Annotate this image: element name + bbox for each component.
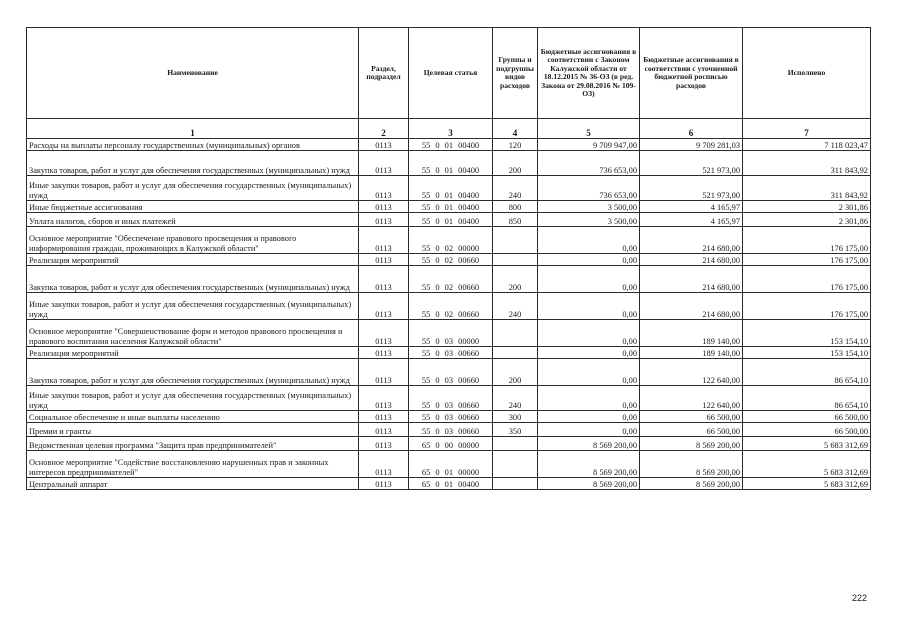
row-executed: 86 654,10 — [743, 359, 871, 386]
table-row — [27, 478, 871, 490]
row-name: Социальное обеспечение и иные выплаты населению — [27, 411, 359, 423]
row-section: 0113 — [359, 254, 409, 266]
row-group — [493, 451, 538, 478]
row-budget-refined: 4 165,97 — [640, 201, 743, 213]
row-executed: 176 175,00 — [743, 254, 871, 266]
row-section: 0113 — [359, 213, 409, 227]
row-group: 240 — [493, 176, 538, 201]
row-section: 0113 — [359, 437, 409, 451]
column-number: 3 — [409, 119, 493, 139]
row-target: 55 0 01 00400 — [409, 176, 493, 201]
row-target: 65 0 01 00000 — [409, 451, 493, 478]
row-budget-refined: 4 165,97 — [640, 213, 743, 227]
row-budget-law: 0,00 — [538, 293, 640, 320]
row-budget-refined: 8 569 200,00 — [640, 451, 743, 478]
row-section: 0113 — [359, 411, 409, 423]
table-row — [27, 227, 871, 254]
row-name: Иные закупки товаров, работ и услуг для обеспечения государственных (муниципальных) нужд — [27, 386, 359, 411]
row-group: 240 — [493, 293, 538, 320]
table-row — [27, 359, 871, 386]
row-name: Центральный аппарат — [27, 478, 359, 490]
row-executed: 86 654,10 — [743, 386, 871, 411]
row-group: 800 — [493, 201, 538, 213]
row-target: 55 0 01 00400 — [409, 201, 493, 213]
row-executed: 66 500,00 — [743, 423, 871, 437]
row-budget-law: 0,00 — [538, 320, 640, 347]
row-section: 0113 — [359, 139, 409, 151]
table-row — [27, 213, 871, 227]
row-budget-law: 3 500,00 — [538, 201, 640, 213]
row-target: 55 0 03 00000 — [409, 320, 493, 347]
header-groups: Группы и подгруппы видов расходов — [493, 28, 538, 119]
row-group: 850 — [493, 213, 538, 227]
row-target: 55 0 01 00400 — [409, 139, 493, 151]
row-budget-law: 736 653,00 — [538, 176, 640, 201]
row-executed: 311 843,92 — [743, 176, 871, 201]
row-section: 0113 — [359, 227, 409, 254]
row-section: 0113 — [359, 320, 409, 347]
row-target: 55 0 02 00660 — [409, 293, 493, 320]
header-section: Раздел, подраздел — [359, 28, 409, 119]
row-group — [493, 254, 538, 266]
row-budget-law: 8 569 200,00 — [538, 437, 640, 451]
row-group: 200 — [493, 151, 538, 176]
row-executed: 2 301,86 — [743, 213, 871, 227]
table-row — [27, 320, 871, 347]
row-name: Уплата налогов, сборов и иных платежей — [27, 213, 359, 227]
row-budget-law: 0,00 — [538, 411, 640, 423]
row-executed: 7 118 023,47 — [743, 139, 871, 151]
row-budget-refined: 8 569 200,00 — [640, 478, 743, 490]
row-target: 55 0 02 00660 — [409, 266, 493, 293]
row-budget-refined: 9 709 281,03 — [640, 139, 743, 151]
row-name: Иные закупки товаров, работ и услуг для обеспечения государственных (муниципальных) нужд — [27, 176, 359, 201]
row-name: Закупка товаров, работ и услуг для обеспечения государственных (муниципальных) нужд — [27, 266, 359, 293]
table-row — [27, 139, 871, 151]
row-section: 0113 — [359, 451, 409, 478]
table-row — [27, 266, 871, 293]
row-executed: 66 500,00 — [743, 411, 871, 423]
row-name: Расходы на выплаты персоналу государственных (муниципальных) органов — [27, 139, 359, 151]
row-target: 55 0 01 00400 — [409, 213, 493, 227]
column-number: 7 — [743, 119, 871, 139]
row-budget-refined: 521 973,00 — [640, 151, 743, 176]
page-number: 222 — [852, 593, 868, 603]
row-group: 200 — [493, 359, 538, 386]
column-number-row — [27, 119, 871, 139]
row-budget-law: 0,00 — [538, 266, 640, 293]
header-row — [27, 28, 871, 119]
row-section: 0113 — [359, 151, 409, 176]
row-budget-law: 0,00 — [538, 386, 640, 411]
row-section: 0113 — [359, 386, 409, 411]
row-executed: 2 301,86 — [743, 201, 871, 213]
row-budget-refined: 189 140,00 — [640, 320, 743, 347]
header-budget-refined: Бюджетные ассигнования в соответствии с уточненной бюджетной росписью расходов — [640, 28, 743, 119]
row-budget-law: 0,00 — [538, 359, 640, 386]
row-budget-refined: 66 500,00 — [640, 411, 743, 423]
table-row — [27, 293, 871, 320]
row-budget-refined: 214 680,00 — [640, 266, 743, 293]
row-section: 0113 — [359, 359, 409, 386]
row-budget-law: 0,00 — [538, 254, 640, 266]
row-budget-refined: 122 640,00 — [640, 359, 743, 386]
row-group — [493, 478, 538, 490]
row-executed: 5 683 312,69 — [743, 437, 871, 451]
row-budget-refined: 214 680,00 — [640, 293, 743, 320]
row-group — [493, 320, 538, 347]
row-section: 0113 — [359, 478, 409, 490]
table-row — [27, 151, 871, 176]
row-target: 65 0 01 00400 — [409, 478, 493, 490]
row-budget-law: 8 569 200,00 — [538, 451, 640, 478]
header-name: Наименование — [27, 28, 359, 119]
table-row — [27, 451, 871, 478]
row-executed: 176 175,00 — [743, 293, 871, 320]
row-name: Основное мероприятие "Содействие восстановлению нарушенных прав и законных интересов предпринимателей" — [27, 451, 359, 478]
row-executed: 176 175,00 — [743, 266, 871, 293]
row-executed: 311 843,92 — [743, 151, 871, 176]
column-number: 5 — [538, 119, 640, 139]
row-section: 0113 — [359, 347, 409, 359]
column-number: 1 — [27, 119, 359, 139]
row-budget-refined: 189 140,00 — [640, 347, 743, 359]
row-section: 0113 — [359, 201, 409, 213]
header-executed: Исполнено — [743, 28, 871, 119]
table-row — [27, 347, 871, 359]
table-row — [27, 386, 871, 411]
row-executed: 5 683 312,69 — [743, 478, 871, 490]
column-number: 4 — [493, 119, 538, 139]
header-target: Целевая статья — [409, 28, 493, 119]
row-budget-refined: 8 569 200,00 — [640, 437, 743, 451]
row-target: 55 0 03 00660 — [409, 386, 493, 411]
row-executed: 153 154,10 — [743, 347, 871, 359]
row-budget-refined: 122 640,00 — [640, 386, 743, 411]
row-target: 55 0 03 00660 — [409, 423, 493, 437]
header-budget-law: Бюджетные ассигнования в соответствии с Законом Калужской области от 18.12.2015 № 36-ОЗ (в ред. Закона от 29.08.2016 № 109-ОЗ) — [538, 28, 640, 119]
row-name: Основное мероприятие "Совершенствование форм и методов правового просвещения и правового воспитания населения Калужской области" — [27, 320, 359, 347]
row-group: 300 — [493, 411, 538, 423]
row-budget-refined: 521 973,00 — [640, 176, 743, 201]
row-section: 0113 — [359, 293, 409, 320]
row-executed: 176 175,00 — [743, 227, 871, 254]
row-name: Реализация мероприятий — [27, 254, 359, 266]
row-budget-law: 9 709 947,00 — [538, 139, 640, 151]
row-group: 350 — [493, 423, 538, 437]
row-group: 240 — [493, 386, 538, 411]
row-target: 55 0 03 00660 — [409, 411, 493, 423]
row-section: 0113 — [359, 176, 409, 201]
table-row — [27, 437, 871, 451]
row-target: 55 0 03 00660 — [409, 347, 493, 359]
row-group — [493, 437, 538, 451]
table-row — [27, 201, 871, 213]
row-budget-law: 0,00 — [538, 227, 640, 254]
table-row — [27, 176, 871, 201]
row-target: 65 0 00 00000 — [409, 437, 493, 451]
row-executed: 5 683 312,69 — [743, 451, 871, 478]
column-number: 6 — [640, 119, 743, 139]
row-budget-refined: 66 500,00 — [640, 423, 743, 437]
row-budget-law: 3 500,00 — [538, 213, 640, 227]
budget-table — [26, 27, 871, 490]
row-name: Закупка товаров, работ и услуг для обеспечения государственных (муниципальных) нужд — [27, 151, 359, 176]
row-budget-law: 8 569 200,00 — [538, 478, 640, 490]
row-section: 0113 — [359, 423, 409, 437]
row-group: 120 — [493, 139, 538, 151]
row-name: Иные закупки товаров, работ и услуг для обеспечения государственных (муниципальных) нужд — [27, 293, 359, 320]
row-executed: 153 154,10 — [743, 320, 871, 347]
row-target: 55 0 02 00000 — [409, 227, 493, 254]
row-group: 200 — [493, 266, 538, 293]
budget-document — [26, 27, 870, 490]
row-name: Основное мероприятие "Обеспечение правового просвещения и правового информирования граждан, проживающих в Калужской области" — [27, 227, 359, 254]
row-budget-law: 0,00 — [538, 423, 640, 437]
row-group — [493, 227, 538, 254]
table-row — [27, 411, 871, 423]
row-name: Закупка товаров, работ и услуг для обеспечения государственных (муниципальных) нужд — [27, 359, 359, 386]
row-budget-refined: 214 680,00 — [640, 254, 743, 266]
table-row — [27, 423, 871, 437]
row-budget-law: 736 653,00 — [538, 151, 640, 176]
table-row — [27, 254, 871, 266]
row-section: 0113 — [359, 266, 409, 293]
row-group — [493, 347, 538, 359]
row-target: 55 0 03 00660 — [409, 359, 493, 386]
row-budget-law: 0,00 — [538, 347, 640, 359]
row-target: 55 0 02 00660 — [409, 254, 493, 266]
row-budget-refined: 214 680,00 — [640, 227, 743, 254]
row-name: Премии и гранты — [27, 423, 359, 437]
row-target: 55 0 01 00400 — [409, 151, 493, 176]
row-name: Иные бюджетные ассигнования — [27, 201, 359, 213]
table-body — [27, 139, 871, 490]
column-number: 2 — [359, 119, 409, 139]
row-name: Ведомственная целевая программа "Защита прав предпринимателей" — [27, 437, 359, 451]
row-name: Реализация мероприятий — [27, 347, 359, 359]
